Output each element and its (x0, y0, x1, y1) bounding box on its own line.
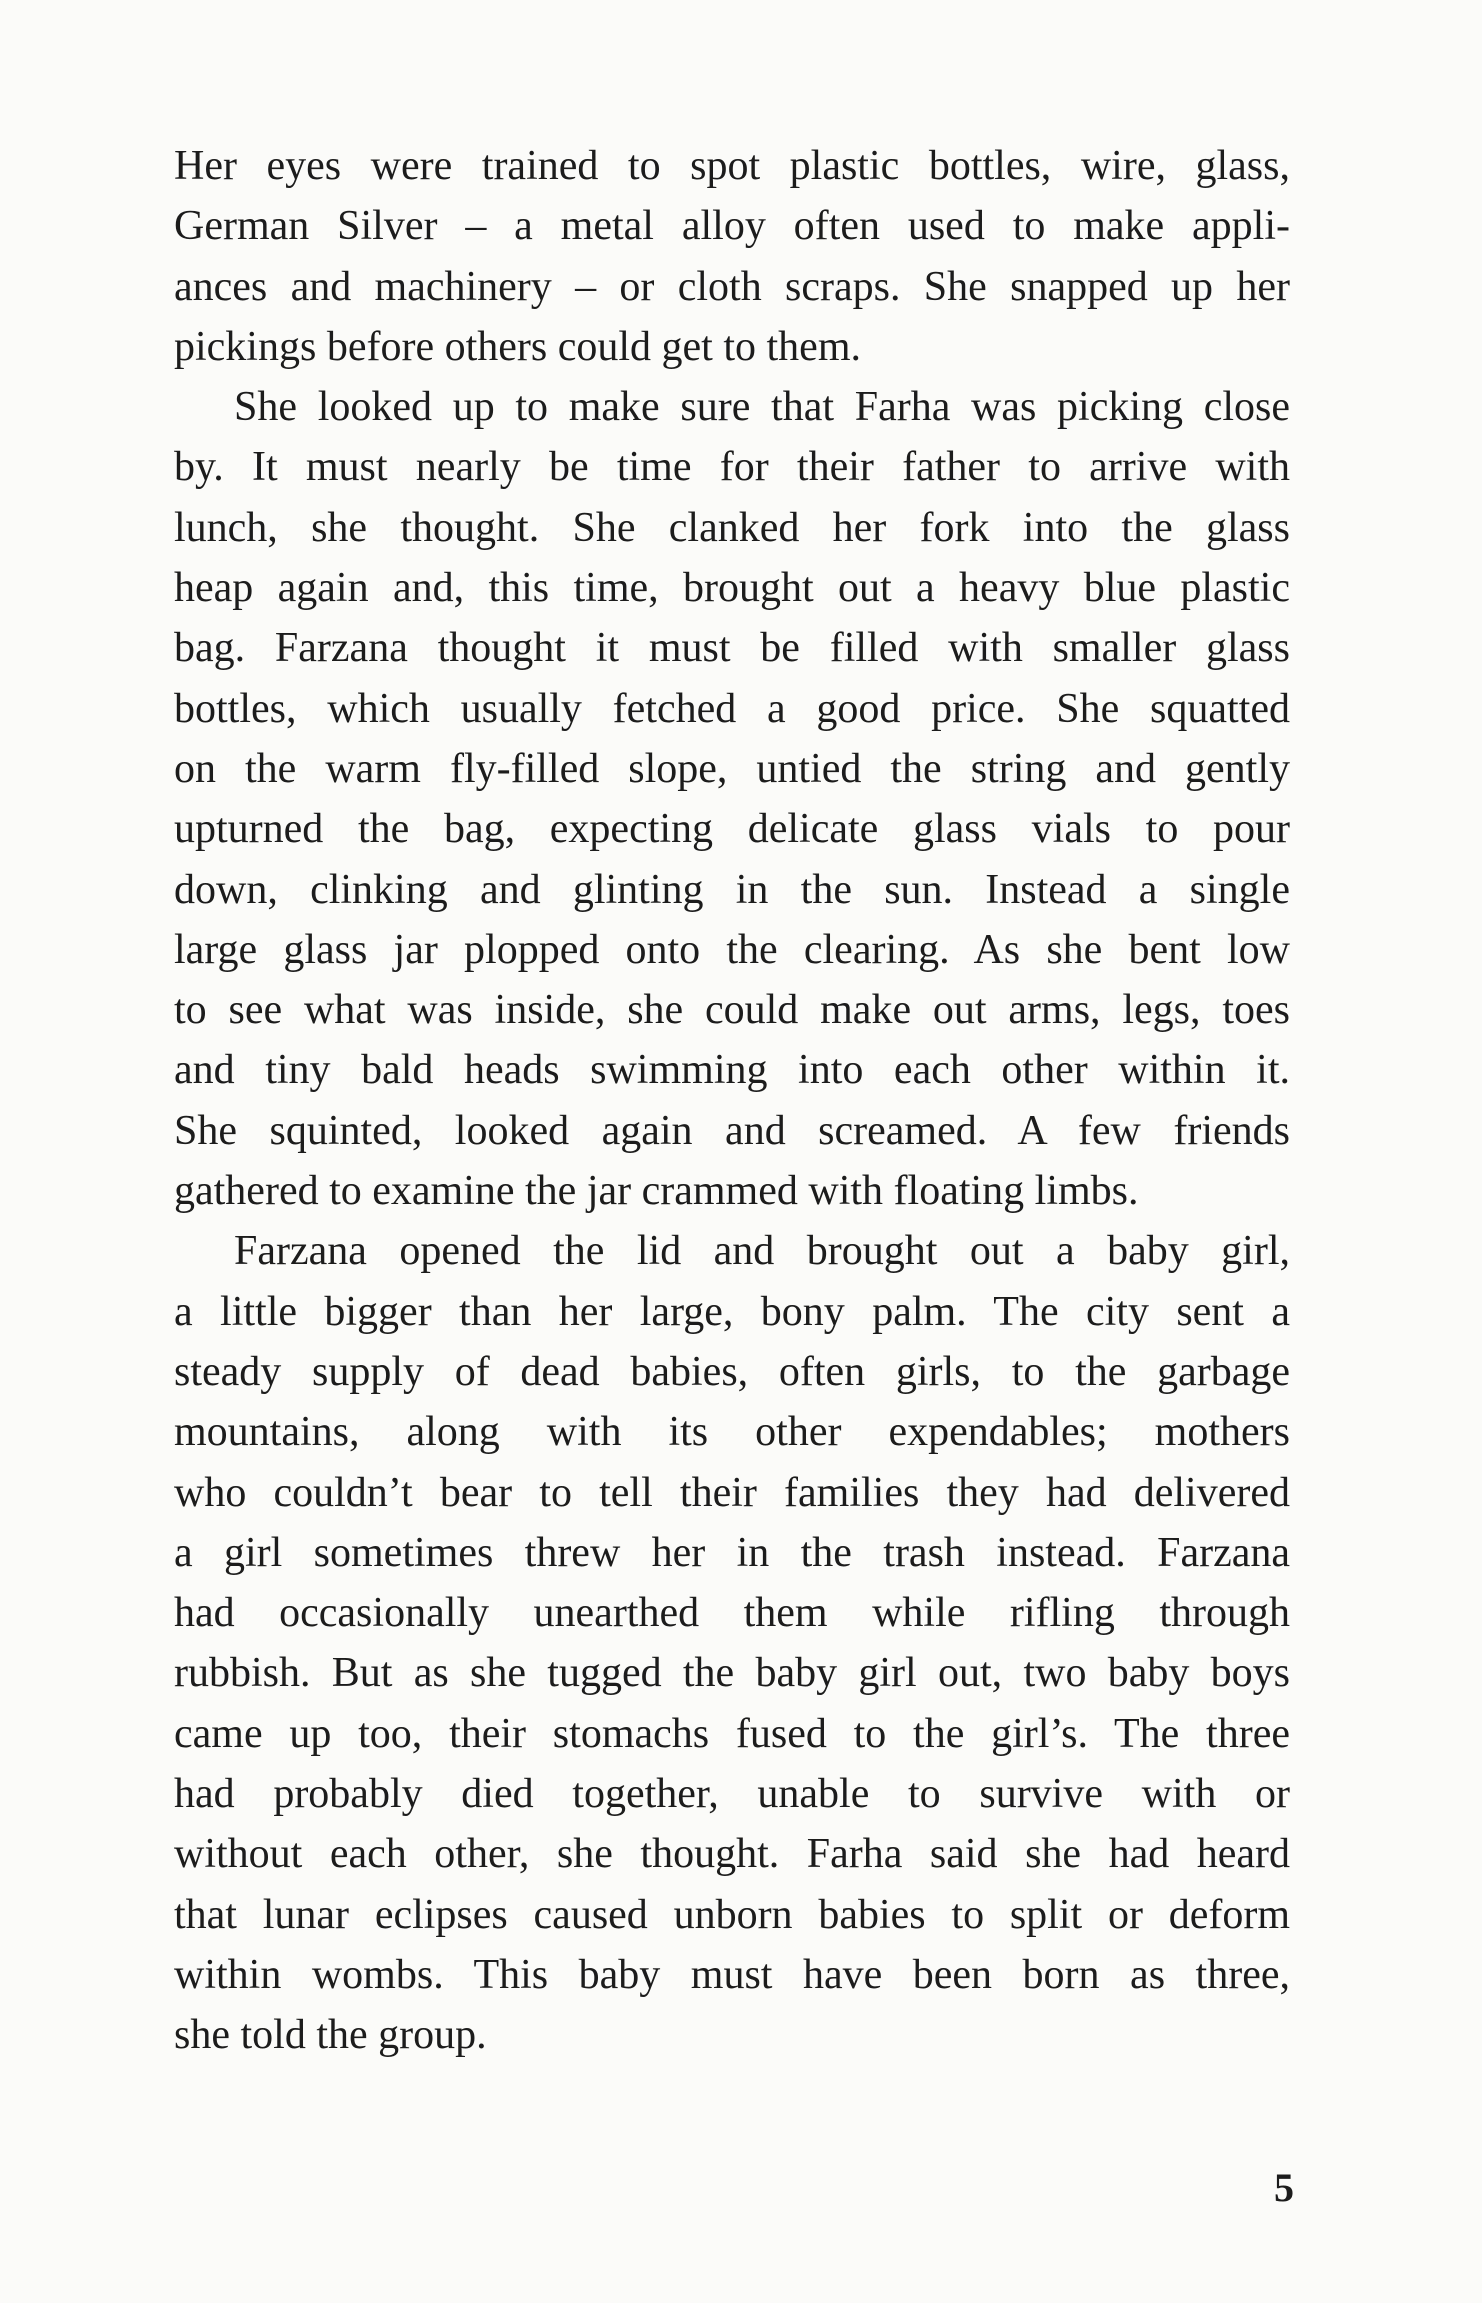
text-line: bottles, which usually fetched a good price. She squatted (174, 685, 1290, 732)
text-line: who couldn’t bear to tell their families they had delivered (174, 1469, 1290, 1516)
text-line: without each other, she thought. Farha said she had heard (174, 1831, 1290, 1878)
text-line: she told the group. (174, 2012, 487, 2059)
text-line: down, clinking and glinting in the sun. Instead a single (174, 866, 1290, 913)
text-line: steady supply of dead babies, often girls, to the garbage (174, 1348, 1290, 1395)
text-line: large glass jar plopped onto the clearing. As she bent low (174, 926, 1290, 973)
text-line: within wombs. This baby must have been born as three, (174, 1951, 1290, 1998)
text-line: by. It must nearly be time for their father to arrive with (174, 444, 1290, 491)
text-line: that lunar eclipses caused unborn babies to split or deform (174, 1891, 1290, 1938)
text-line: She squinted, looked again and screamed. A few friends (174, 1107, 1290, 1154)
text-line: mountains, along with its other expendables; mothers (174, 1409, 1290, 1456)
text-line: a little bigger than her large, bony palm. The city sent a (174, 1288, 1290, 1335)
text-line: German Silver – a metal alloy often used to make appli- (174, 203, 1290, 250)
text-line: lunch, she thought. She clanked her fork into the glass (174, 504, 1290, 551)
text-line: She looked up to make sure that Farha was picking close (234, 384, 1290, 431)
body-text (174, 136, 1290, 2066)
page-number: 5 (1274, 2165, 1294, 2210)
text-line: had probably died together, unable to survive with or (174, 1771, 1290, 1818)
text-line: bag. Farzana thought it must be filled with smaller glass (174, 625, 1290, 672)
text-line: upturned the bag, expecting delicate glass vials to pour (174, 806, 1290, 853)
text-line: rubbish. But as she tugged the baby girl out, two baby boys (174, 1650, 1290, 1697)
text-line: had occasionally unearthed them while rifling through (174, 1590, 1290, 1637)
text-line: heap again and, this time, brought out a heavy blue plastic (174, 565, 1290, 612)
text-line: came up too, their stomachs fused to the girl’s. The three (174, 1710, 1290, 1757)
text-line: Farzana opened the lid and brought out a baby girl, (234, 1228, 1290, 1275)
text-line: on the warm fly-filled slope, untied the string and gently (174, 745, 1290, 792)
text-line: Her eyes were trained to spot plastic bottles, wire, glass, (174, 143, 1290, 189)
text-line: gathered to examine the jar crammed with floating limbs. (174, 1168, 1139, 1215)
text-line: ances and machinery – or cloth scraps. She snapped up her (174, 263, 1290, 310)
text-line: to see what was inside, she could make out arms, legs, toes (174, 987, 1290, 1034)
text-line: a girl sometimes threw her in the trash instead. Farzana (174, 1529, 1290, 1576)
text-line: pickings before others could get to them. (174, 323, 861, 370)
text-line: and tiny bald heads swimming into each other within it. (174, 1047, 1290, 1094)
